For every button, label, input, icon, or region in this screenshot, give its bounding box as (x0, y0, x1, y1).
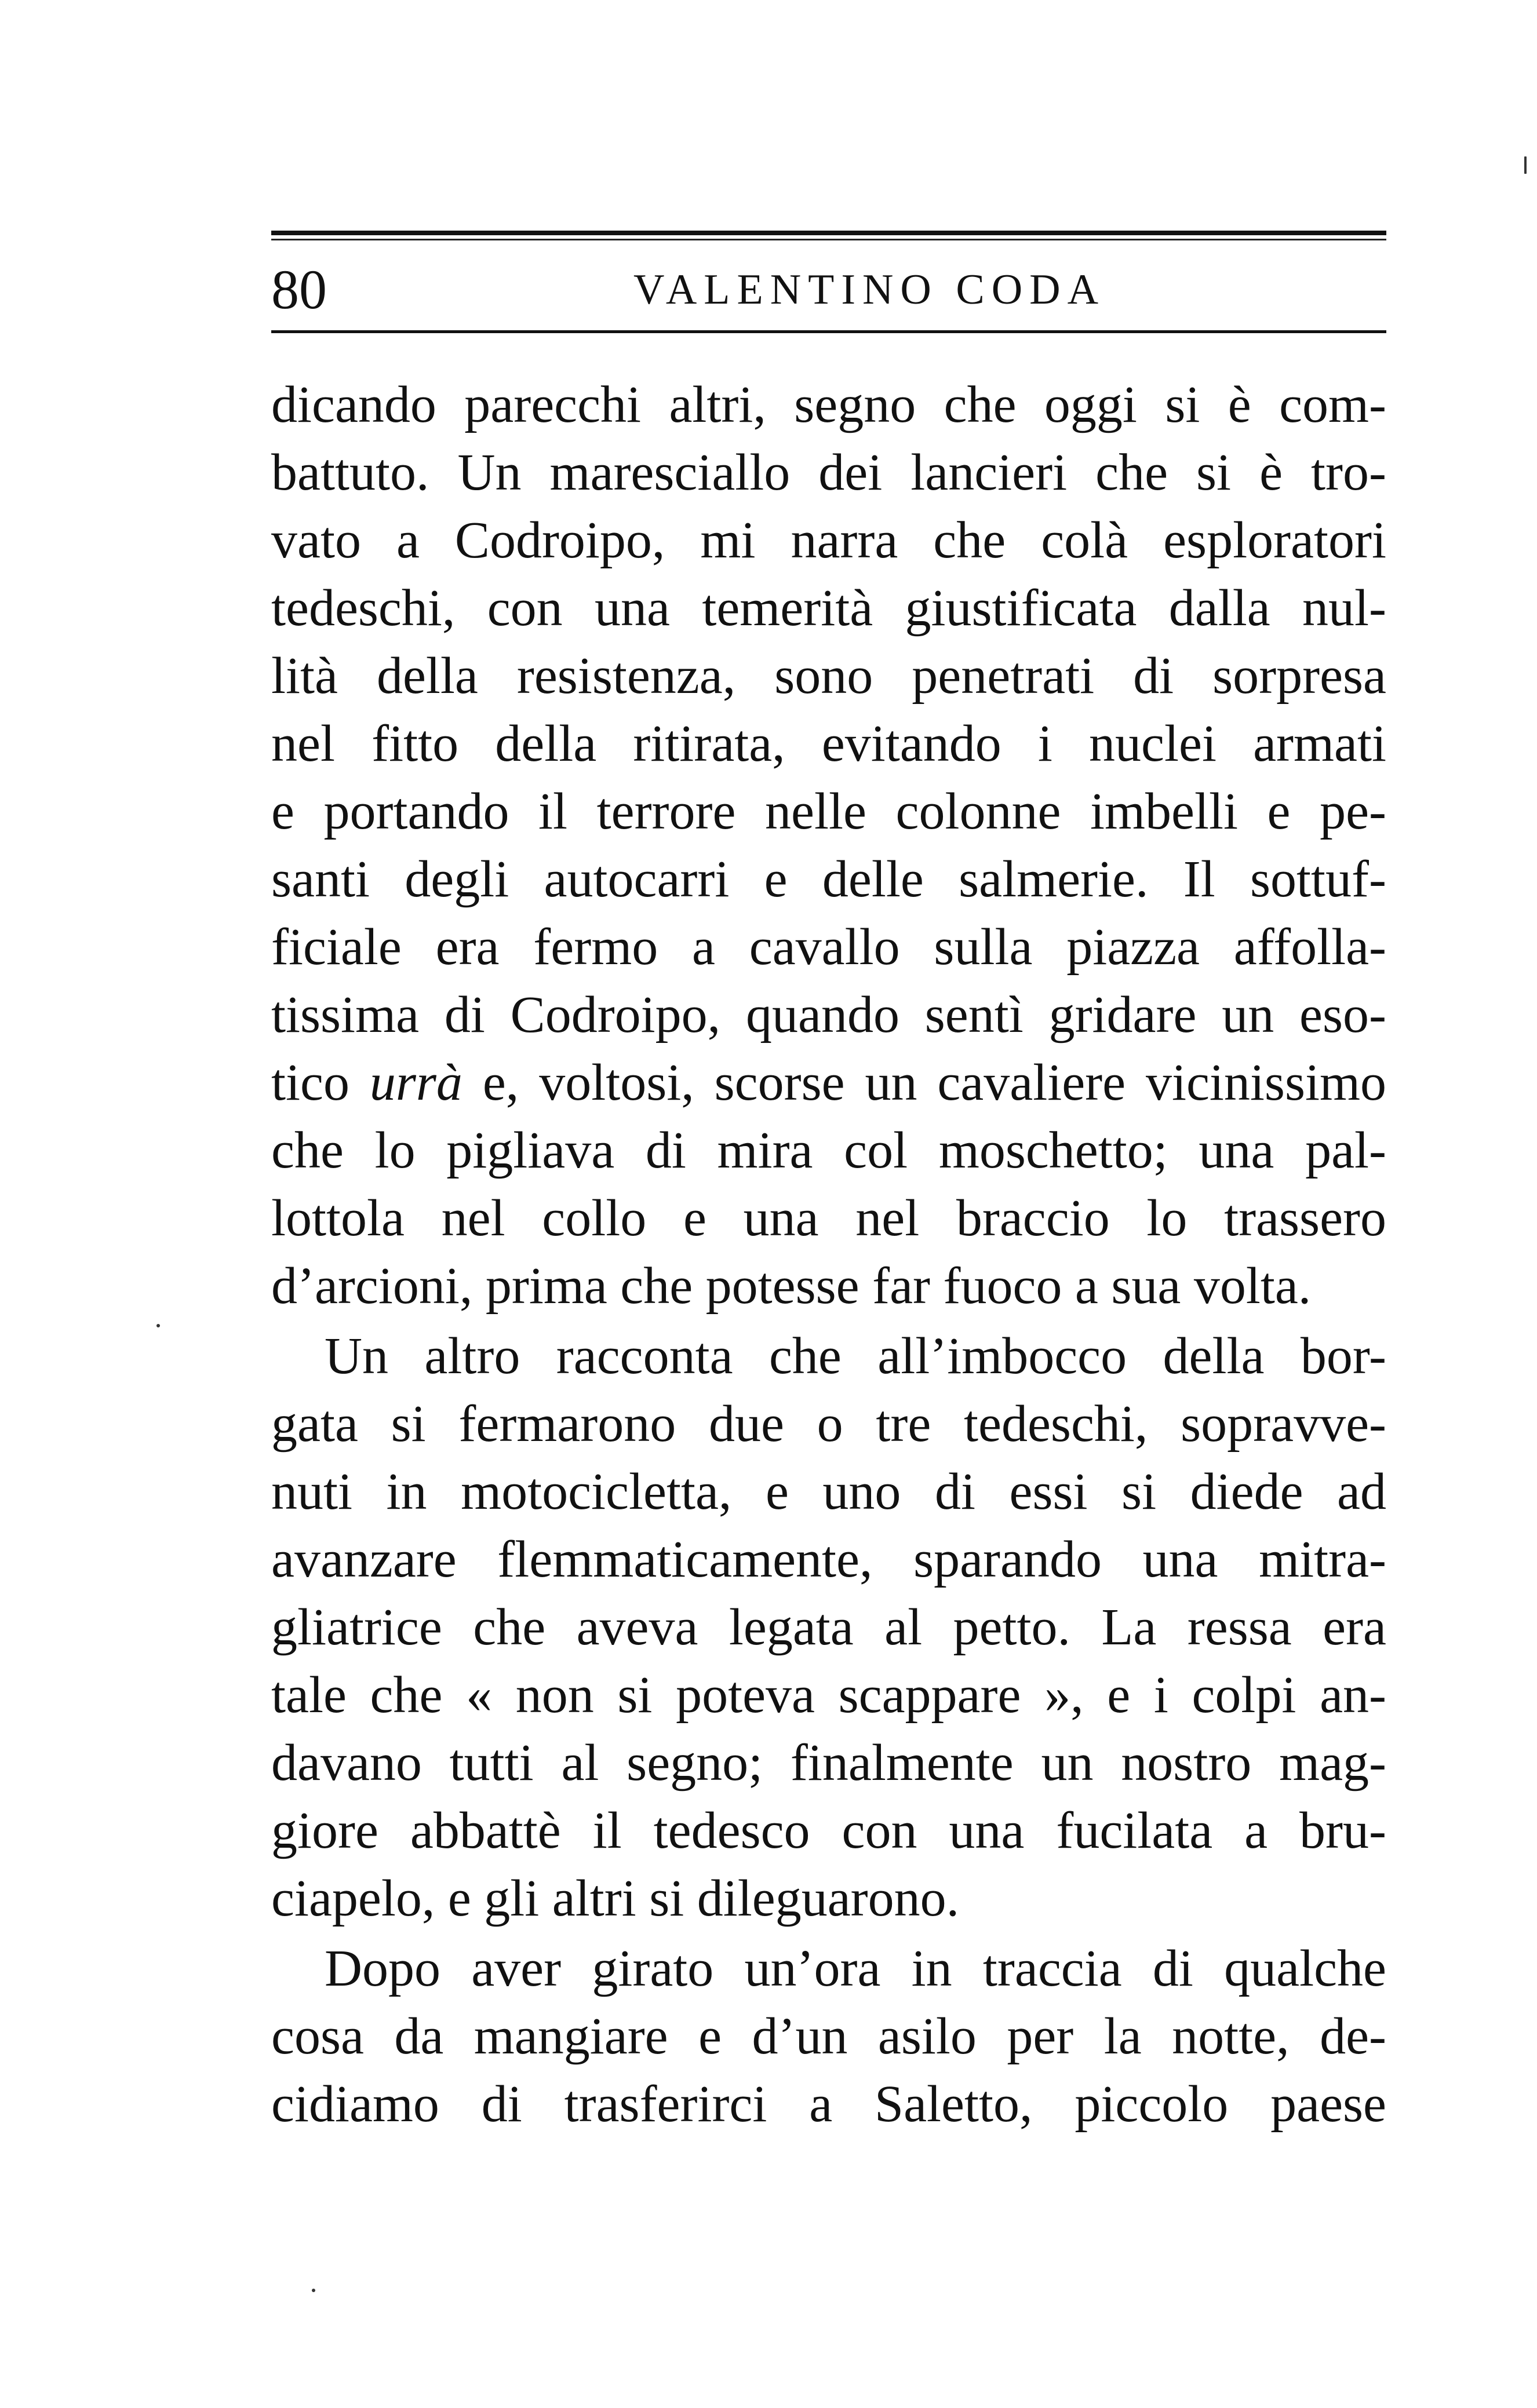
text-line: tissima di Codroipo, quando sentì gridare un eso- (271, 986, 1386, 1044)
text-line: battuto. Un maresciallo dei lancieri che si è tro- (271, 444, 1386, 501)
text-line: santi degli autocarri e delle salmerie. Il sottuf- (271, 851, 1386, 908)
text-line: lottola nel collo e una nel braccio lo trassero (271, 1190, 1386, 1247)
top-rule-thin (271, 239, 1386, 240)
text-line: dicando parecchi altri, segno che oggi si è com- (271, 376, 1386, 433)
text-line: d’arcioni, prima che potesse far fuoco a sua volta. (271, 1257, 1312, 1315)
text-line-with-italic (271, 1049, 1386, 1117)
text-line: tale che « non si poteva scappare », e i colpi an- (271, 1666, 1386, 1724)
text-line: lità della resistenza, sono penetrati di sorpresa (271, 647, 1386, 705)
header-rule (271, 330, 1386, 333)
text-line: che lo pigliava di mira col moschetto; una pal- (271, 1122, 1386, 1179)
italic-word: urrà (369, 1054, 462, 1111)
text-line: davano tutti al segno; finalmente un nostro mag- (271, 1734, 1386, 1792)
text-line: e portando il terrore nelle colonne imbelli e pe- (271, 783, 1386, 840)
text-line: vato a Codroipo, mi narra che colà esploratori (271, 512, 1386, 569)
text-line: gliatrice che aveva legata al petto. La ressa era (271, 1599, 1386, 1656)
text-segment: tico (271, 1054, 370, 1111)
text-line: tedeschi, con una temerità giustificata dalla nul- (271, 579, 1386, 637)
text-line: Dopo aver girato un’ora in traccia di qualche (325, 1940, 1386, 1997)
page-header (271, 255, 1386, 324)
text-line: ficiale era fermo a cavallo sulla piazza affolla- (271, 918, 1386, 976)
top-rule (271, 231, 1386, 235)
scan-speck (156, 1324, 160, 1327)
text-line: Un altro racconta che all’imbocco della bor- (325, 1327, 1386, 1385)
text-line: ciapelo, e gli altri si dileguarono. (271, 1870, 960, 1927)
page-number: 80 (271, 258, 327, 320)
running-head: VALENTINO CODA (633, 266, 1106, 313)
scan-mark (1524, 156, 1527, 174)
text-line: avanzare flemmaticamente, sparando una mitra- (271, 1531, 1386, 1588)
body-text (271, 371, 1386, 2138)
text-line: nuti in motocicletta, e uno di essi si diede ad (271, 1463, 1386, 1520)
text-line: cosa da mangiare e d’un asilo per la notte, de- (271, 2008, 1386, 2065)
text-line: nel fitto della ritirata, evitando i nuclei armati (271, 715, 1386, 772)
text-line: cidiamo di trasferirci a Saletto, piccolo paese (271, 2075, 1386, 2133)
text-line: giore abbattè il tedesco con una fucilata a bru- (271, 1802, 1386, 1859)
text-line: gata si fermarono due o tre tedeschi, sopravve- (271, 1395, 1386, 1453)
scan-speck (312, 2289, 315, 2292)
text-segment: e, voltosi, scorse un cavaliere vicinissimo (462, 1054, 1386, 1111)
